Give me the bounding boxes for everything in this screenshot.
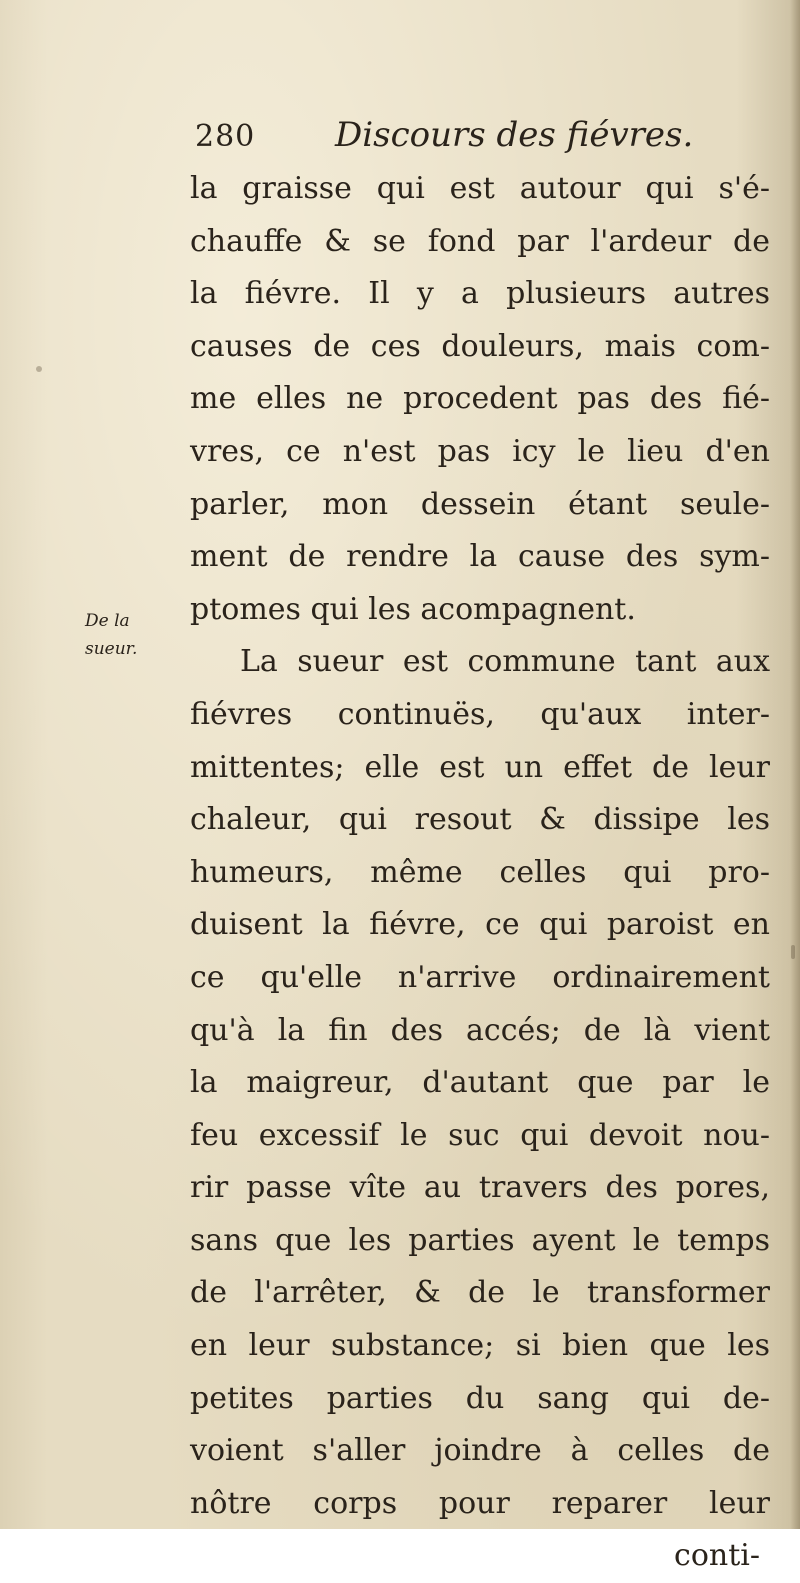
text-line: mittentes; elle est un effet de leur <box>190 749 770 785</box>
text-line: chaleur, qui resout & dissipe les <box>190 802 770 838</box>
paper-blemish <box>791 945 795 959</box>
text-line: me elles ne procedent pas des fié- <box>190 381 770 417</box>
text-line: voient s'aller joindre à celles de <box>190 1433 770 1469</box>
running-head <box>195 115 755 165</box>
text-line: parler, mon dessein étant seule- <box>190 486 770 522</box>
running-title: Discours des fiévres. <box>335 115 694 155</box>
text-line: humeurs, même celles qui pro- <box>190 854 770 890</box>
page-number: 280 <box>195 119 256 154</box>
text-line: qu'à la fin des accés; de là vient <box>190 1012 770 1048</box>
margin-note <box>85 607 175 663</box>
text-line: nôtre corps pour reparer leur <box>190 1485 770 1521</box>
text-line: ptomes qui les acompagnent. <box>190 591 636 627</box>
text-line: la fiévre. Il y a plusieurs autres <box>190 276 770 312</box>
text-line: causes de ces douleurs, mais com- <box>190 328 770 364</box>
page-edge-shadow <box>790 0 800 1529</box>
text-line: ment de rendre la cause des sym- <box>190 539 770 575</box>
text-line: feu excessif le suc qui devoit nou- <box>190 1117 770 1153</box>
body-text <box>190 163 770 1583</box>
text-line: la graisse qui est autour qui s'é- <box>190 171 770 206</box>
text-line: duisent la fiévre, ce qui paroist en <box>190 907 770 943</box>
text-line: petites parties du sang qui de- <box>190 1380 770 1416</box>
text-line: de l'arrêter, & de le transformer <box>190 1275 770 1311</box>
text-line: la maigreur, d'autant que par le <box>190 1065 770 1101</box>
text-line: rir passe vîte au travers des pores, <box>190 1170 770 1206</box>
paragraph-start-line: La sueur est commune tant aux <box>240 644 770 680</box>
paper-blemish <box>36 366 42 372</box>
text-line: ce qu'elle n'arrive ordinairement <box>190 959 770 995</box>
text-line: sans que les parties ayent le temps <box>190 1222 770 1258</box>
text-line: chauffe & se fond par l'ardeur de <box>190 223 770 259</box>
text-line: vres, ce n'est pas icy le lieu d'en <box>190 433 770 469</box>
margin-note-line: sueur. <box>85 639 138 659</box>
margin-note-line: De la <box>85 611 130 631</box>
text-line: fiévres continuës, qu'aux inter- <box>190 696 770 732</box>
catchword: conti- <box>674 1538 760 1574</box>
text-line: en leur substance; si bien que les <box>190 1328 770 1364</box>
